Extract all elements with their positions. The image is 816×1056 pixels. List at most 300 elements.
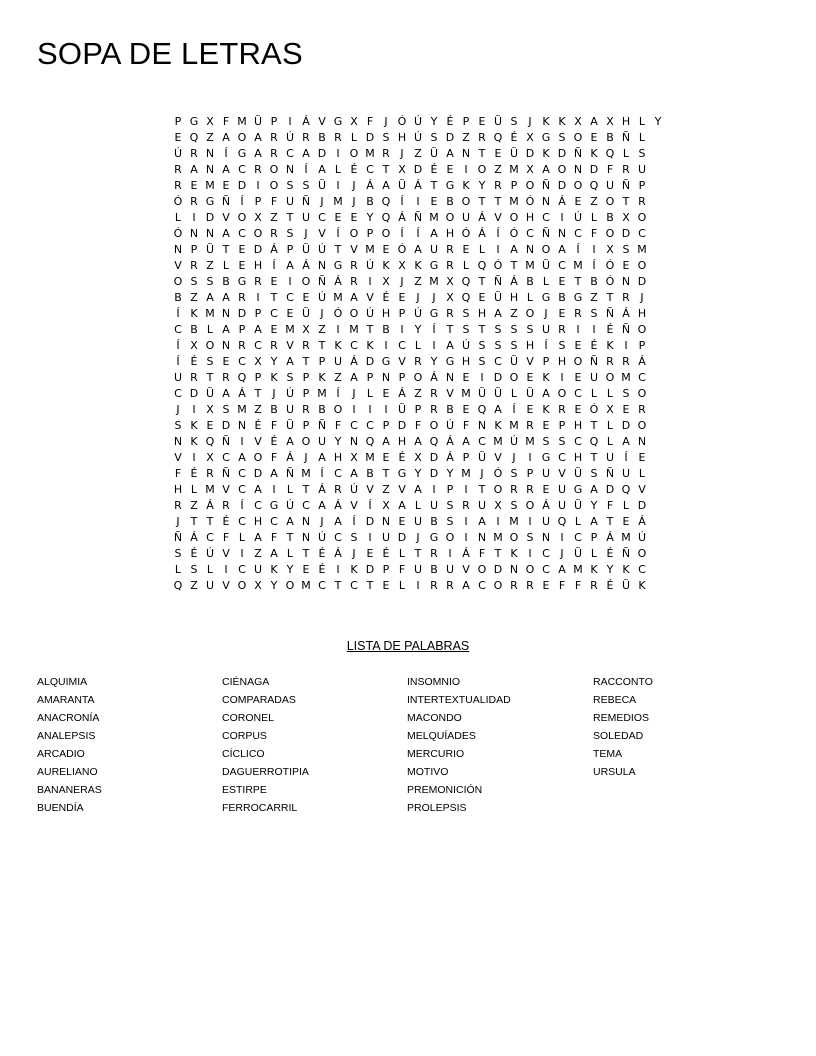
grid-letter: D <box>365 563 375 576</box>
grid-letter: F <box>270 451 278 464</box>
grid-letter: U <box>621 467 631 480</box>
grid-letter: Ñ <box>221 467 231 480</box>
grid-letter: G <box>333 115 343 128</box>
grid-letter: M <box>509 195 519 208</box>
grid-letter: E <box>238 243 246 256</box>
grid-letter: G <box>541 451 551 464</box>
grid-letter: R <box>174 179 182 192</box>
grid-letter: U <box>557 483 567 496</box>
grid-letter: O <box>349 147 359 160</box>
grid-letter: S <box>446 499 454 512</box>
grid-letter: C <box>270 307 278 320</box>
grid-letter: Á <box>270 243 278 256</box>
grid-letter: N <box>381 515 391 528</box>
grid-letter: É <box>510 131 518 144</box>
grid-letter: V <box>462 563 470 576</box>
grid-letter: Á <box>334 547 342 560</box>
grid-letter: N <box>557 227 567 240</box>
grid-letter: V <box>254 435 262 448</box>
grid-letter: E <box>382 243 390 256</box>
grid-letter: T <box>366 579 374 592</box>
grid-letter: X <box>606 403 614 416</box>
grid-letter: E <box>382 451 390 464</box>
grid-letter: T <box>606 291 614 304</box>
grid-letter: I <box>560 371 564 384</box>
grid-letter: I <box>528 547 532 560</box>
grid-letter: C <box>542 563 550 576</box>
grid-letter: M <box>365 147 375 160</box>
grid-letter: Í <box>176 339 180 352</box>
grid-letter: P <box>462 115 470 128</box>
grid-letter: T <box>478 195 486 208</box>
grid-letter: A <box>494 307 502 320</box>
grid-letter: T <box>302 483 310 496</box>
grid-letter: B <box>606 131 614 144</box>
grid-letter: I <box>256 179 260 192</box>
grid-letter: É <box>398 451 406 464</box>
grid-letter: N <box>541 531 551 544</box>
grid-letter: A <box>542 163 550 176</box>
word-list-item: CÍCLICO <box>222 748 265 760</box>
grid-letter: L <box>174 563 182 576</box>
grid-letter: E <box>542 483 550 496</box>
grid-letter: S <box>462 323 470 336</box>
grid-letter: S <box>590 467 598 480</box>
grid-letter: P <box>638 179 646 192</box>
grid-letter: L <box>350 131 358 144</box>
grid-letter: Q <box>589 179 599 192</box>
grid-letter: Ü <box>301 307 311 320</box>
grid-letter: U <box>285 195 295 208</box>
grid-letter: X <box>414 451 422 464</box>
grid-letter: R <box>270 147 278 160</box>
grid-letter: Í <box>336 227 340 240</box>
grid-letter: Z <box>270 211 278 224</box>
grid-letter: D <box>621 227 631 240</box>
grid-letter: O <box>605 195 615 208</box>
grid-letter: D <box>589 163 599 176</box>
grid-letter: M <box>285 323 295 336</box>
grid-letter: F <box>334 419 342 432</box>
grid-letter: Ú <box>205 547 215 560</box>
grid-letter: Q <box>621 483 631 496</box>
grid-letter: Ú <box>285 131 295 144</box>
grid-letter: K <box>558 115 566 128</box>
grid-letter: O <box>637 387 647 400</box>
word-list-item: BANANERAS <box>37 784 102 796</box>
grid-letter: S <box>622 387 630 400</box>
grid-letter: Q <box>493 131 503 144</box>
grid-letter: D <box>221 419 231 432</box>
grid-letter: C <box>542 211 550 224</box>
grid-letter: Q <box>173 579 183 592</box>
word-list-item: RACCONTO <box>593 676 653 688</box>
grid-row <box>170 114 666 130</box>
grid-letter: Á <box>638 515 646 528</box>
grid-letter: S <box>494 339 502 352</box>
grid-letter: V <box>558 467 566 480</box>
grid-row <box>170 386 666 402</box>
grid-letter: B <box>190 323 198 336</box>
grid-letter: D <box>493 563 503 576</box>
grid-row <box>170 210 666 226</box>
grid-letter: C <box>366 419 374 432</box>
grid-letter: J <box>640 291 644 304</box>
grid-letter: Z <box>414 387 422 400</box>
grid-letter: C <box>286 147 294 160</box>
grid-letter: I <box>336 563 340 576</box>
grid-letter: N <box>525 243 535 256</box>
grid-letter: E <box>270 275 278 288</box>
grid-letter: U <box>413 515 423 528</box>
grid-row <box>170 162 666 178</box>
grid-letter: B <box>366 195 374 208</box>
grid-letter: I <box>224 563 228 576</box>
grid-letter: R <box>174 163 182 176</box>
grid-letter: R <box>430 547 438 560</box>
grid-letter: O <box>333 403 343 416</box>
grid-letter: I <box>288 275 292 288</box>
grid-letter: H <box>445 227 455 240</box>
grid-letter: S <box>302 179 310 192</box>
grid-letter: V <box>366 291 374 304</box>
grid-letter: E <box>366 547 374 560</box>
grid-row <box>170 242 666 258</box>
grid-letter: A <box>382 179 390 192</box>
grid-letter: Ó <box>509 227 519 240</box>
grid-letter: Ú <box>173 147 183 160</box>
grid-letter: L <box>574 515 582 528</box>
grid-letter: I <box>496 243 500 256</box>
grid-letter: I <box>192 403 196 416</box>
grid-letter: Á <box>334 499 342 512</box>
grid-letter: X <box>190 339 198 352</box>
grid-letter: G <box>333 259 343 272</box>
word-list-item: CIÉNAGA <box>222 676 270 688</box>
grid-row <box>170 450 666 466</box>
grid-letter: A <box>222 227 230 240</box>
grid-letter: G <box>269 499 279 512</box>
grid-letter: R <box>574 307 582 320</box>
grid-row <box>170 434 666 450</box>
grid-letter: O <box>237 579 247 592</box>
grid-letter: K <box>382 259 390 272</box>
grid-letter: R <box>270 339 278 352</box>
grid-letter: A <box>286 515 294 528</box>
grid-letter: Ñ <box>605 307 615 320</box>
grid-letter: Á <box>638 355 646 368</box>
grid-letter: L <box>398 579 406 592</box>
grid-letter: D <box>237 179 247 192</box>
grid-letter: T <box>478 483 486 496</box>
grid-letter: R <box>430 579 438 592</box>
grid-letter: N <box>301 515 311 528</box>
grid-letter: Í <box>352 515 356 528</box>
grid-letter: R <box>334 131 342 144</box>
grid-letter: R <box>446 259 454 272</box>
grid-letter: Z <box>414 147 422 160</box>
grid-letter: L <box>222 259 230 272</box>
grid-letter: Q <box>477 259 487 272</box>
grid-letter: V <box>222 483 230 496</box>
grid-letter: Á <box>350 355 358 368</box>
grid-letter: C <box>318 211 326 224</box>
grid-letter: P <box>398 371 406 384</box>
grid-letter: N <box>461 147 471 160</box>
grid-letter: R <box>350 275 358 288</box>
grid-letter: I <box>368 403 372 416</box>
grid-row <box>170 546 666 562</box>
grid-letter: J <box>416 531 420 544</box>
grid-letter: Í <box>576 243 580 256</box>
grid-letter: I <box>624 339 628 352</box>
grid-letter: R <box>590 579 598 592</box>
grid-letter: E <box>622 259 630 272</box>
grid-letter: B <box>318 403 326 416</box>
grid-letter: I <box>240 547 244 560</box>
grid-letter: A <box>590 515 598 528</box>
grid-letter: S <box>462 307 470 320</box>
grid-letter: P <box>286 243 294 256</box>
grid-letter: C <box>334 467 342 480</box>
grid-row <box>170 354 666 370</box>
grid-letter: Á <box>478 211 486 224</box>
grid-letter: Ú <box>317 243 327 256</box>
grid-letter: A <box>222 387 230 400</box>
grid-letter: N <box>301 531 311 544</box>
grid-letter: Í <box>240 195 244 208</box>
grid-letter: P <box>398 307 406 320</box>
grid-row <box>170 402 666 418</box>
grid-letter: E <box>574 339 582 352</box>
grid-letter: C <box>574 387 582 400</box>
grid-letter: K <box>542 115 550 128</box>
grid-letter: R <box>254 275 262 288</box>
grid-letter: H <box>397 435 407 448</box>
grid-letter: L <box>206 323 214 336</box>
grid-letter: A <box>190 163 198 176</box>
grid-letter: Ü <box>493 115 503 128</box>
grid-letter: M <box>349 323 359 336</box>
grid-letter: F <box>558 579 566 592</box>
grid-letter: E <box>382 387 390 400</box>
grid-letter: I <box>528 451 532 464</box>
grid-letter: E <box>542 579 550 592</box>
grid-letter: M <box>493 531 503 544</box>
grid-letter: E <box>446 163 454 176</box>
grid-letter: N <box>221 307 231 320</box>
grid-letter: R <box>526 579 534 592</box>
grid-letter: Y <box>270 355 278 368</box>
grid-letter: G <box>445 355 455 368</box>
grid-letter: I <box>592 243 596 256</box>
grid-letter: Q <box>237 371 247 384</box>
grid-letter: Á <box>462 547 470 560</box>
grid-letter: C <box>222 451 230 464</box>
grid-letter: G <box>381 355 391 368</box>
grid-letter: M <box>237 403 247 416</box>
grid-letter: R <box>430 387 438 400</box>
grid-letter: V <box>222 211 230 224</box>
grid-letter: I <box>384 339 388 352</box>
grid-letter: X <box>206 451 214 464</box>
grid-letter: Z <box>254 547 262 560</box>
grid-letter: I <box>336 147 340 160</box>
grid-letter: U <box>477 499 487 512</box>
grid-letter: B <box>590 275 598 288</box>
grid-letter: K <box>590 563 598 576</box>
grid-letter: J <box>512 451 516 464</box>
grid-letter: É <box>270 435 278 448</box>
grid-row <box>170 530 666 546</box>
grid-letter: Ú <box>317 291 327 304</box>
grid-letter: R <box>510 483 518 496</box>
grid-letter: O <box>477 563 487 576</box>
grid-letter: S <box>206 355 214 368</box>
grid-letter: V <box>494 211 502 224</box>
grid-letter: E <box>302 563 310 576</box>
grid-letter: H <box>557 355 567 368</box>
grid-letter: Q <box>381 195 391 208</box>
grid-letter: Ü <box>429 147 439 160</box>
grid-letter: Z <box>414 275 422 288</box>
grid-letter: S <box>510 115 518 128</box>
grid-letter: Ú <box>317 531 327 544</box>
grid-letter: V <box>174 259 182 272</box>
grid-letter: R <box>334 483 342 496</box>
grid-letter: B <box>318 131 326 144</box>
grid-letter: H <box>333 451 343 464</box>
grid-letter: J <box>416 291 420 304</box>
grid-letter: R <box>190 147 198 160</box>
word-column-4 <box>593 673 653 781</box>
grid-letter: K <box>190 307 198 320</box>
grid-letter: O <box>349 227 359 240</box>
grid-letter: D <box>397 419 407 432</box>
grid-row <box>170 226 666 242</box>
grid-letter: U <box>541 467 551 480</box>
grid-letter: A <box>542 387 550 400</box>
grid-letter: S <box>478 355 486 368</box>
grid-letter: T <box>222 243 230 256</box>
grid-letter: S <box>174 547 182 560</box>
grid-letter: C <box>238 163 246 176</box>
grid-letter: X <box>622 211 630 224</box>
grid-row <box>170 306 666 322</box>
grid-letter: T <box>254 387 262 400</box>
grid-letter: G <box>445 179 455 192</box>
grid-letter: D <box>605 483 615 496</box>
grid-letter: O <box>525 499 535 512</box>
grid-letter: N <box>237 419 247 432</box>
grid-letter: C <box>238 227 246 240</box>
grid-letter: H <box>461 355 471 368</box>
grid-letter: S <box>190 563 198 576</box>
grid-letter: Á <box>446 451 454 464</box>
grid-letter: A <box>222 323 230 336</box>
grid-letter: Á <box>398 211 406 224</box>
grid-letter: Í <box>224 147 228 160</box>
grid-letter: I <box>496 515 500 528</box>
word-list-item: MACONDO <box>407 712 462 724</box>
grid-letter: S <box>526 323 534 336</box>
grid-letter: Ó <box>605 275 615 288</box>
grid-letter: C <box>478 435 486 448</box>
grid-letter: R <box>350 259 358 272</box>
grid-letter: Z <box>590 291 598 304</box>
grid-letter: M <box>365 451 375 464</box>
grid-letter: C <box>638 563 646 576</box>
grid-letter: É <box>606 547 614 560</box>
grid-letter: E <box>558 275 566 288</box>
grid-letter: Í <box>400 227 404 240</box>
grid-letter: J <box>432 291 436 304</box>
grid-letter: I <box>432 339 436 352</box>
grid-letter: Ü <box>541 259 551 272</box>
grid-letter: U <box>445 563 455 576</box>
grid-letter: Ü <box>573 467 583 480</box>
grid-letter: I <box>288 115 292 128</box>
grid-letter: Á <box>318 483 326 496</box>
grid-letter: T <box>478 323 486 336</box>
grid-letter: Z <box>334 371 342 384</box>
grid-letter: C <box>574 435 582 448</box>
grid-letter: C <box>318 579 326 592</box>
grid-letter: A <box>446 339 454 352</box>
grid-letter: I <box>576 323 580 336</box>
grid-letter: Y <box>430 355 438 368</box>
grid-letter: U <box>605 451 615 464</box>
grid-letter: R <box>510 579 518 592</box>
grid-letter: A <box>494 403 502 416</box>
grid-letter: E <box>206 419 214 432</box>
grid-letter: B <box>430 563 438 576</box>
grid-letter: B <box>558 291 566 304</box>
grid-letter: Z <box>462 131 470 144</box>
grid-letter: U <box>557 499 567 512</box>
grid-letter: N <box>189 227 199 240</box>
grid-letter: S <box>190 275 198 288</box>
grid-letter: T <box>574 275 582 288</box>
grid-letter: G <box>541 131 551 144</box>
grid-letter: H <box>573 451 583 464</box>
grid-letter: Ü <box>477 387 487 400</box>
grid-letter: N <box>445 371 455 384</box>
grid-letter: O <box>301 275 311 288</box>
word-column-3 <box>407 673 511 817</box>
grid-letter: Á <box>206 499 214 512</box>
grid-letter: A <box>350 291 358 304</box>
grid-letter: P <box>302 371 310 384</box>
grid-letter: M <box>429 211 439 224</box>
grid-letter: T <box>270 291 278 304</box>
grid-letter: E <box>574 371 582 384</box>
word-list-item: MELQUÍADES <box>407 730 476 742</box>
grid-letter: R <box>558 403 566 416</box>
grid-letter: G <box>397 467 407 480</box>
word-list-item: TEMA <box>593 748 623 760</box>
grid-letter: C <box>334 531 342 544</box>
grid-letter: L <box>510 387 518 400</box>
grid-letter: A <box>398 499 406 512</box>
grid-letter: C <box>494 355 502 368</box>
grid-letter: P <box>590 531 598 544</box>
grid-letter: Y <box>334 435 342 448</box>
grid-letter: F <box>574 579 582 592</box>
grid-letter: A <box>222 163 230 176</box>
grid-letter: N <box>285 163 295 176</box>
grid-letter: T <box>510 259 518 272</box>
